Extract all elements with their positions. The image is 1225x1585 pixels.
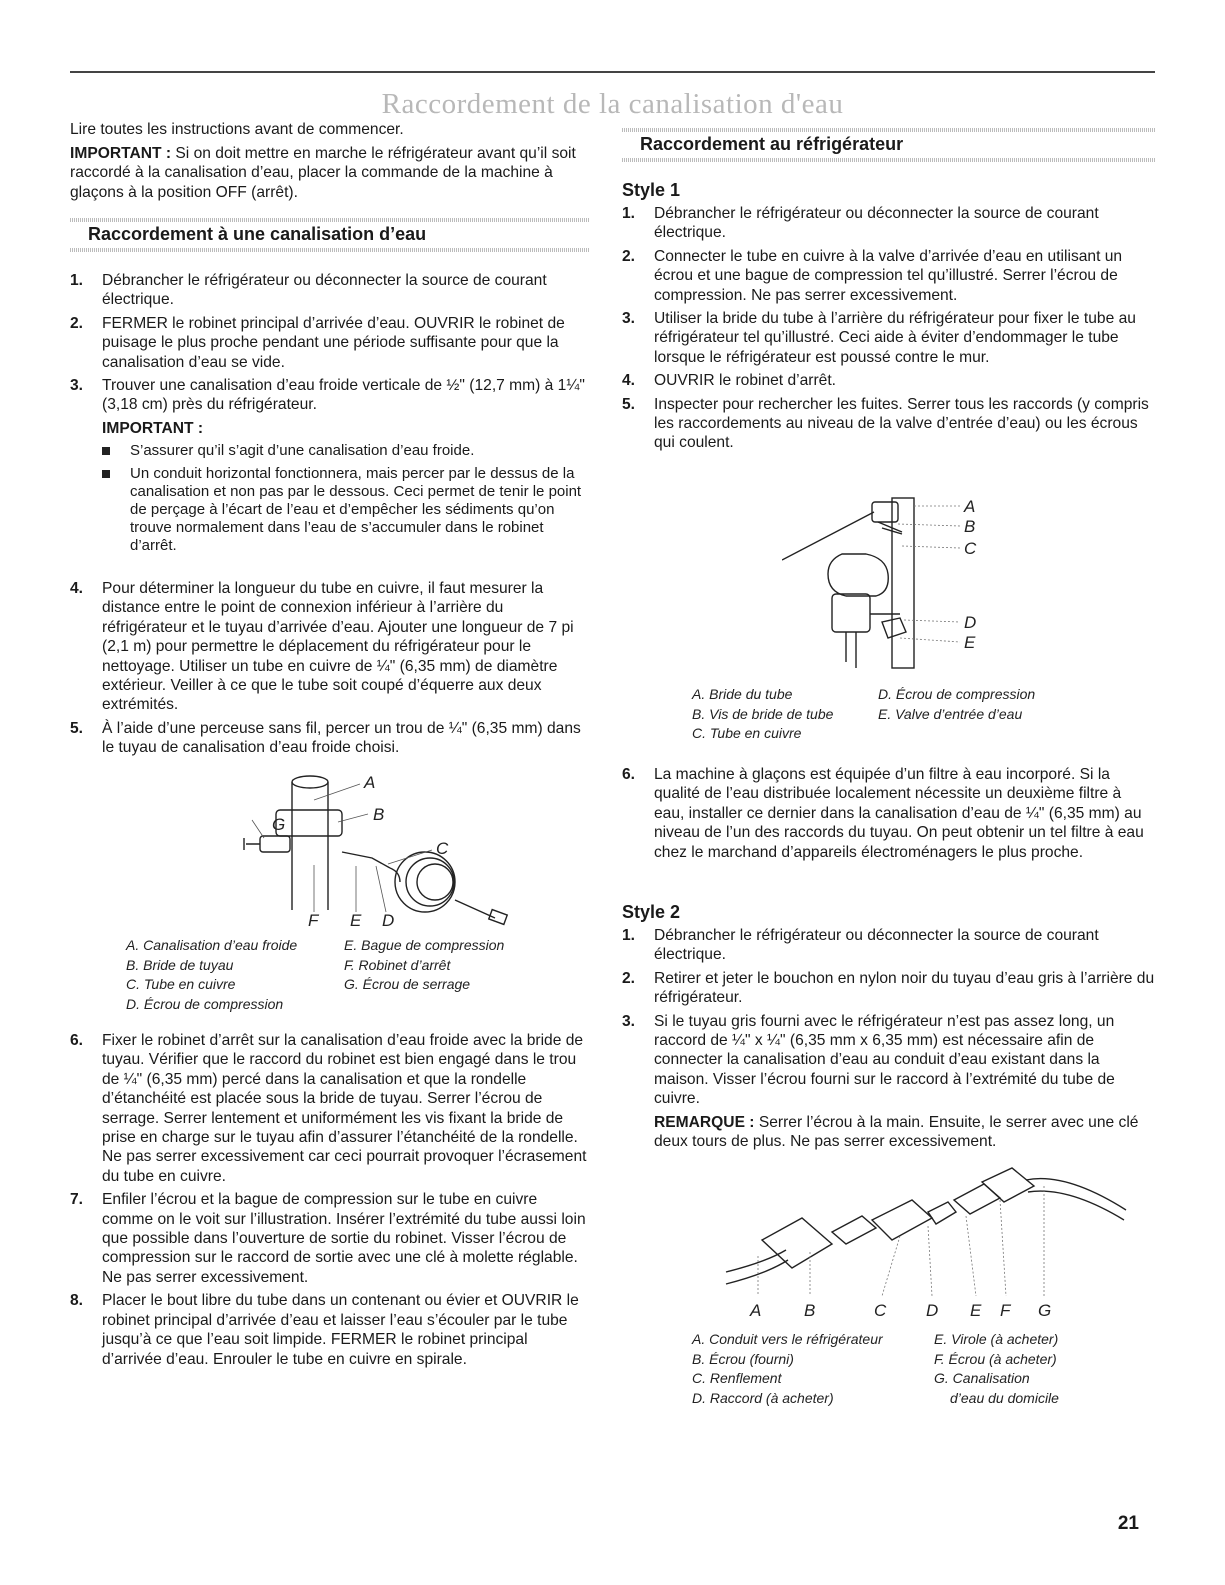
fig1-letter-a: A — [364, 773, 376, 792]
steps-list-b — [70, 579, 590, 762]
list-item: 1. Débrancher le réfrigérateur ou déconnecter la source de courant électrique. — [622, 927, 1099, 964]
fig2-caption: A. Bride du tube B. Vis de bride de tube C. Tube en cuivre D. Écrou de compression E. Valve d’entrée d’eau — [692, 686, 1036, 741]
page-number: 21 — [1117, 1513, 1139, 1534]
shutoff-valve-illustration — [190, 770, 530, 930]
fig2-letter-c: C — [964, 539, 977, 558]
important-text: Si on doit mettre en marche le réfrigérateur avant qu’il soit raccordé à la canalisation d’eau, placer la commande de la machine à glaçons à la position OFF (arrêt). — [70, 145, 576, 201]
fig3-letter-e: E — [970, 1301, 982, 1320]
list-item: 4. OUVRIR le robinet d’arrêt. — [622, 372, 836, 390]
steps-list-c — [70, 1031, 590, 1373]
bullet-item: S’assurer qu’il s’agit d’une canalisation d’eau froide. — [102, 442, 590, 460]
step3-important-label: IMPORTANT : — [102, 419, 204, 437]
style1-steps — [622, 204, 1155, 457]
bullet-list — [102, 442, 590, 555]
fig2-letter-e: E — [964, 633, 976, 652]
bullet-item: Un conduit horizontal fonctionnera, mais percer par le dessus de la canalisation et non pas par le dessous. Ceci permet de tenir le point de perçage à l’écart de l’eau et d’empêcher les sédiments qu’on trouve normalement dans l’eau de s’accumuler dans le robinet d’arrêt. — [102, 465, 590, 555]
fig3-letter-d: D — [926, 1301, 939, 1320]
fig2-letter-b: B — [964, 517, 976, 536]
list-item: 6. La machine à glaçons est équipée d’un filtre à eau incorporé. Si la qualité de l’eau distribuée localement nécessite un deuxième filtre à eau, installer ce dernier dans la canalisation d’eau de ¼" (6,35 mm) au niveau de l’un des raccords du tuyau. On peut obtenir un tel filtre à eau chez le marchand d’appareils électroménagers le plus proche. — [622, 766, 1144, 861]
style1-step6 — [622, 765, 1155, 866]
fig3-letter-a: A — [750, 1301, 762, 1320]
fig1-caption: A. Canalisation d’eau froide B. Bride de tuyau C. Tube en cuivre D. Écrou de compression E. Bague de compression F. Robinet d’arrêt G. Écrou de serrage — [126, 937, 505, 1012]
steps-list-a — [70, 271, 590, 560]
intro-text: Lire toutes les instructions avant de commencer. — [70, 121, 404, 138]
section-header-canalisation — [70, 218, 590, 252]
fig2-letter-a: A — [964, 497, 976, 516]
fig1-letter-d: D — [382, 911, 395, 930]
remarque-note — [654, 1113, 1155, 1152]
fig1-letter-b: B — [373, 805, 385, 824]
fig3-letter-g: G — [1038, 1301, 1052, 1320]
important-label: IMPORTANT : — [70, 145, 172, 162]
fig1-letter-e: E — [350, 911, 362, 930]
list-item: 1. Débrancher le réfrigérateur ou déconnecter la source de courant électrique. — [70, 272, 547, 309]
important-note — [70, 144, 590, 202]
list-item: 2. Retirer et jeter le bouchon en nylon noir du tuyau d’eau gris à l’arrière du réfrigérateur. — [622, 969, 1155, 1007]
remarque-text: Serrer l’écrou à la main. Ensuite, le serrer avec une clé deux tours de plus. Ne pas serrer excessivement. — [654, 1113, 1139, 1151]
section-title: Raccordement au réfrigérateur — [640, 134, 904, 154]
list-item: 2. Connecter le tube en cuivre à la valve d’arrivée d’eau en utilisant un écrou et une bague de compression tel qu’illustré. Serrer l’écrou de compression. Ne pas serrer excessivement. — [622, 247, 1123, 304]
list-item: 5. Inspecter pour rechercher les fuites. Serrer tous les raccords (y compris les raccordements au niveau de la valve d’entrée d’eau) ou les écrous qui coulent. — [622, 395, 1149, 452]
list-item: 5. À l’aide d’une perceuse sans fil, percer un trou de ¼" (6,35 mm) dans le tuyau de canalisation d’eau froide choisi. — [70, 719, 581, 757]
fig3-letter-c: C — [874, 1301, 887, 1320]
page-title: Raccordement de la canalisation d'eau — [381, 88, 844, 120]
list-item: 3. Trouver une canalisation d’eau froide verticale de ½" (12,7 mm) à 1¼" (3,18 cm) près du réfrigérateur. IMPORTANT : S’assurer qu’il s’agit d’une canalisation d’eau froide. Un conduit horizontal fonctionnera, mais percer par le dessus de la canalisation et non pas par le dessous. Ceci permet de tenir le point de perçage à l’écart de l’eau et d’empêcher les sédiments qu’on trouve normalement dans l’eau de s’accumuler dans le robinet d’arrêt. — [70, 376, 590, 555]
fig3-caption: A. Conduit vers le réfrigérateur B. Écrou (fourni) C. Renflement D. Raccord (à acheter) E. Virole (à acheter) F. Écrou (à acheter) G. Canalisation d’eau du domicile — [692, 1331, 1059, 1406]
remarque-label: REMARQUE : — [654, 1113, 755, 1131]
list-item: 2. FERMER le robinet principal d’arrivée d’eau. OUVRIR le robinet de puisage le plus proche pendant une période suffisante pour que la canalisation d’eau se vide. — [70, 314, 565, 371]
fig3-letter-f: F — [1000, 1301, 1011, 1320]
list-item: 1. Débrancher le réfrigérateur ou déconnecter la source de courant électrique. — [622, 205, 1099, 242]
list-item: 6. Fixer le robinet d’arrêt sur la canalisation d’eau froide avec la bride de tuyau. Vérifier que le raccord du robinet est bien engagé dans le trou de ¼" (6,35 mm) percé dans la canalisation et que la rondelle d’étanchéité est placée sous la bride de tuyau. Serrer l’écrou de serrage. Serrer lentement et uniformément les vis fixant la bride de prise en charge sur le tuyau afin d’assurer l’étanchéité de la rondelle. Ne pas serrer excessivement car ceci pourrait provoquer l’écrasement du tube en cuivre. — [70, 1032, 587, 1185]
section-title: Raccordement à une canalisation d’eau — [88, 224, 427, 244]
fig1-letter-g: G — [272, 815, 286, 834]
fig3-letter-b: B — [804, 1301, 816, 1320]
style2-heading: Style 2 — [622, 902, 681, 922]
top-rule — [70, 71, 1155, 73]
fig1-letter-f: F — [308, 911, 319, 930]
fig2-letter-d: D — [964, 613, 977, 632]
list-item: 3. Utiliser la bride du tube à l’arrière du réfrigérateur pour fixer le tube au réfrigérateur tel qu’illustré. Ceci aide à éviter d’endommager le tube lorsque le réfrigérateur est poussé contre le mur. — [622, 310, 1136, 366]
list-item: 8. Placer le bout libre du tube dans un contenant ou évier et OUVRIR le robinet principal d’arrivée d’eau et laisser l’eau s’écouler par le tube jusqu’à ce que l’eau soit limpide. FERMER le robinet principal d’arrivée d’eau. Enrouler le tube en cuivre en spirale. — [70, 1292, 579, 1368]
list-item: 4. Pour déterminer la longueur du tube en cuivre, il faut mesurer la distance entre le point de connexion inférieur à l’arrière du réfrigérateur et le tuyau d’arrivée d’eau. Ajouter une longueur de 7 pi (2,1 m) pour permettre le déplacement du réfrigérateur pour le nettoyage. Utiliser un tube en cuivre de ¼" (6,35 mm) de diamètre extérieur. Veiller à ce que le tube soit coupé d’équerre aux deux extrémités. — [70, 580, 574, 714]
list-item: 3. Si le tuyau gris fourni avec le réfrigérateur n’est pas assez long, un raccord de ¼" x ¼" (6,35 mm x 6,35 mm) est nécessaire afin de connecter la canalisation d’eau au conduit d’eau existant dans la maison. Visser l’écrou fourni sur le raccord à l’extrémité du tube de cuivre. REMARQUE : Serrer l’écrou à la main. Ensuite, le serrer avec une clé deux tours de plus. Ne pas serrer excessivement. — [622, 1012, 1155, 1152]
style1-heading: Style 1 — [622, 180, 681, 200]
water-valve-illustration — [782, 494, 1002, 674]
list-item: 7. Enfiler l’écrou et la bague de compression sur le tube en cuivre comme on le voit sur l’illustration. Insérer l’extrémité du tube aussi loin que possible dans l’ouverture de sortie du robinet. Visser l’écrou de compression sur le raccord de sortie avec une clé à molette réglable. Ne pas serrer excessivement. — [70, 1191, 586, 1286]
style2-steps — [622, 926, 1155, 1155]
section-header-refrigerateur — [622, 128, 1155, 162]
fitting-illustration — [722, 1160, 1162, 1326]
fig1-letter-c: C — [436, 839, 449, 858]
